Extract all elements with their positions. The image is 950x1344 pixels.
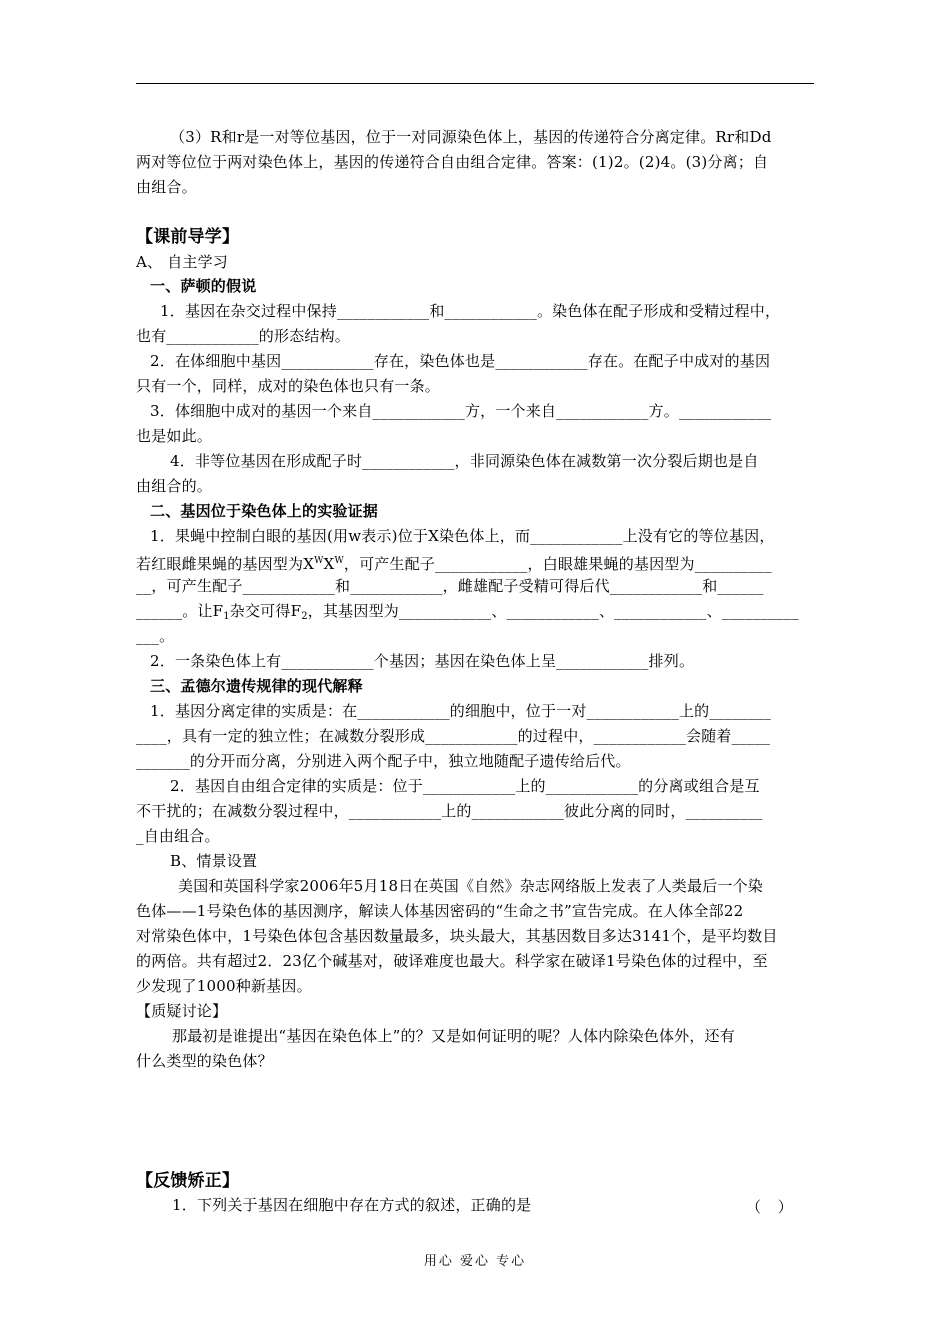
subsection-a-label: A、 自主学习: [136, 253, 229, 271]
s2-item1-line2-b: X: [323, 555, 335, 573]
f1-subscript: 1: [223, 611, 230, 622]
discussion-title: 【质疑讨论】: [136, 1002, 228, 1020]
discussion-line-1: 那最初是谁提出“基因在染色体上”的？又是如何证明的呢？人体内除染色体外，还有: [172, 1027, 735, 1045]
scenario-line-2: 色体——1号染色体的基因测序，解读人体基因密码的“生命之书”宣告完成。在人体全部22: [136, 902, 744, 920]
header-rule: [136, 83, 814, 84]
s1-item2-line1: 2．在体细胞中基因____________存在，染色体也是____________存在。在配子中成对的基因: [150, 352, 771, 370]
answer-paren: （ ）: [746, 1198, 799, 1216]
s2-item1-line3: __，可产生配子____________和____________，雌雄配子受精可得后代____________和______: [136, 577, 764, 595]
scenario-line-3: 对常染色体中，1号染色体包含基因数量最多，块头最大，其基因数目多达3141个，是平均数目: [136, 927, 778, 945]
section-title-feedback: 【反馈矫正】: [136, 1171, 240, 1191]
scenario-line-1: 美国和英国科学家2006年5月18日在英国《自然》杂志网络版上发表了人类最后一个染: [178, 877, 764, 895]
s1-item3-line1: 3．体细胞中成对的基因一个来自____________方，一个来自____________方。____________: [150, 402, 772, 420]
s3-item1-line2: ____，具有一定的独立性；在减数分裂形成____________的过程中，____________会随着_____: [136, 727, 771, 745]
s2-item1-line5: ___。: [136, 627, 175, 645]
question-1: 1．下列关于基因在细胞中存在方式的叙述，正确的是: [172, 1196, 532, 1214]
subsection-b-label: B、情景设置: [170, 852, 258, 870]
section-2-title: 二、基因位于染色体上的实验证据: [150, 502, 379, 520]
s2-item2: 2．一条染色体上有____________个基因；基因在染色体上呈____________排列。: [150, 652, 695, 670]
s1-item4-line2: 由组合的。: [136, 477, 213, 495]
s2-item1-line2-c: ，可产生配子____________，白眼雄果蝇的基因型为__________: [343, 555, 772, 573]
genotype-sup-1: W: [314, 556, 324, 566]
s1-item4-line1: 4．非等位基因在形成配子时____________，非同源染色体在减数第一次分裂后期也是自: [170, 452, 759, 470]
answer-line-1: （3）R和r是一对等位基因，位于一对同源染色体上，基因的传递符合分离定律。Rr和Dd: [170, 128, 772, 146]
s3-item2-line3: _自由组合。: [136, 827, 220, 845]
section-title-guide: 【课前导学】: [136, 227, 240, 247]
section-1-title: 一、萨顿的假说: [150, 277, 257, 295]
s1-item1-line2: 也有____________的形态结构。: [136, 327, 351, 345]
page-footer: 用心 爱心 专心: [423, 1254, 527, 1269]
genotype-sup-2: W: [334, 556, 344, 566]
s1-item3-line2: 也是如此。: [136, 427, 213, 445]
s1-item1-line1: 1．基因在杂交过程中保持____________和____________。染色体在配子形成和受精过程中，: [160, 302, 781, 320]
s2-item1-line1: 1．果蝇中控制白眼的基因(用w表示)位于X染色体上，而____________上没有它的等位基因，: [150, 527, 775, 545]
answer-line-2: 两对等位位于两对染色体上，基因的传递符合自由组合定律。答案：(1)2。(2)4。(3)分离；自: [136, 153, 769, 171]
s3-item1-line1: 1．基因分离定律的实质是：在____________的细胞中，位于一对____________上的________: [150, 702, 771, 720]
s3-item1-line3: _______的分开而分离，分别进入两个配子中，独立地随配子遗传给后代。: [136, 752, 631, 770]
s2-item1-line2: [136, 552, 816, 574]
s2-item1-line4-a: ______。让F: [136, 602, 224, 620]
s2-item1-line4-b: 杂交可得F: [229, 602, 302, 620]
s3-item2-line2: 不干扰的；在减数分裂过程中，____________上的____________彼此分离的同时，__________: [136, 802, 763, 820]
s2-item1-line4: [136, 602, 816, 626]
s3-item2-line1: 2．基因自由组合定律的实质是：位于____________上的____________的分离或组合是互: [170, 777, 760, 795]
section-3-title: 三、孟德尔遗传规律的现代解释: [150, 677, 363, 695]
s1-item2-line2: 只有一个，同样，成对的染色体也只有一条。: [136, 377, 441, 395]
discussion-line-2: 什么类型的染色体？: [136, 1052, 273, 1070]
f2-subscript: 2: [301, 611, 308, 622]
s2-item1-line4-c: ，其基因型为____________、____________、____________、__________: [307, 602, 799, 620]
scenario-line-5: 少发现了1000种新基因。: [136, 977, 312, 995]
s2-item1-line2-a: 若红眼雌果蝇的基因型为X: [136, 555, 315, 573]
answer-line-3: 由组合。: [136, 178, 197, 196]
scenario-line-4: 的两倍。共有超过2．23亿个碱基对，破译难度也最大。科学家在破译1号染色体的过程中，至: [136, 952, 768, 970]
